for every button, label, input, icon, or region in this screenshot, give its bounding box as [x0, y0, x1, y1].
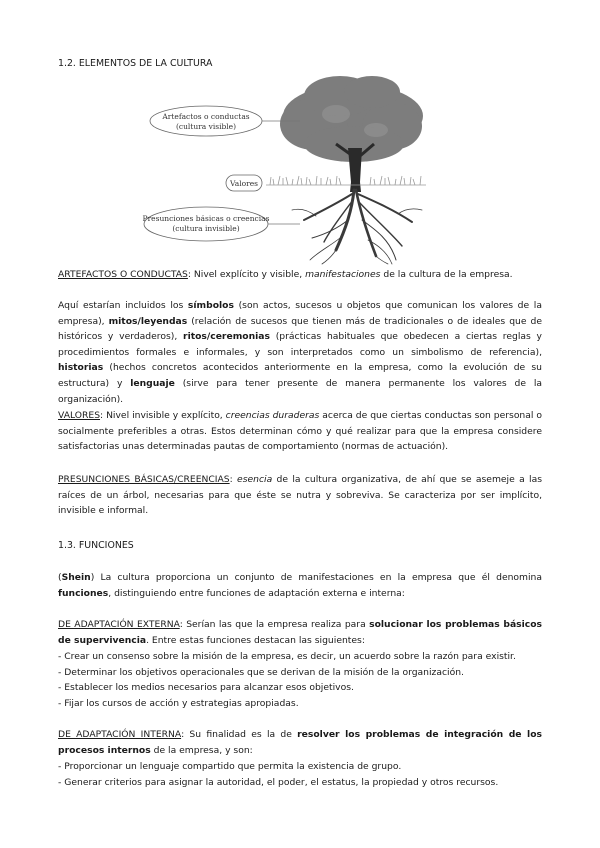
list-item: - Determinar los objetivos operacionales que se derivan de la misión de la organización. — [58, 666, 464, 678]
aqui-paragraph: Aquí estarían incluidos los símbolos (son actos, sucesos u objetos que comunican los valores de la empresa), mitos/leyendas (relación de sucesos que tienen más de tradicionales o de ideales que de históricos y verdaderos), ritos/ceremonias (prácticas habituales que obedecen a ciertas reglas y procedimientos formales e informales, y son interpretados como un simbolismo de referencia), historias (hechos concretos acontecidos anteriormente en la empresa, como la evolución de su estructura) y lenguaje (sirve para tener presente de manera permanente los valores de la organización). — [58, 300, 542, 405]
culture-tree-diagram — [140, 70, 450, 266]
interna-paragraph: DE ADAPTACIÓN INTERNA: Su finalidad es la de resolver los problemas de integración de los procesos internos de la empresa, y son: — [58, 729, 542, 756]
valores-term: VALORES — [58, 410, 101, 421]
section-title-funciones: 1.3. FUNCIONES — [58, 540, 134, 551]
externa-list — [58, 649, 542, 711]
valores-paragraph: VALORES: Nivel invisible y explícito, creencias duraderas acerca de que ciertas conductas son personal o socialmente preferibles a otras. Estos determinan cómo y qué realizar para que la empresa considere satisfactorias unas determinadas pautas de comportamiento (normas de actuación). — [58, 410, 542, 453]
presunciones-paragraph: PRESUNCIONES BÁSICAS/CREENCIAS: esencia de la cultura organizativa, de ahí que se asemeje a las raíces de un árbol, necesarias para que éste se nutra y sobreviva. Se caracteriza por ser implícito, invisible e informal. — [58, 474, 542, 517]
label-artefactos — [150, 106, 300, 136]
tree-roots — [292, 190, 422, 264]
section-title-elementos: 1.2. ELEMENTOS DE LA CULTURA — [58, 58, 213, 69]
label-artefactos-line1: Artefactos o conductas — [162, 112, 250, 121]
list-item: - Crear un consenso sobre la misión de la empresa, es decir, un acuerdo sobre la razón para existir. — [58, 651, 516, 662]
shein-paragraph: (Shein) La cultura proporciona un conjunto de manifestaciones en la empresa que él denomina funciones, distinguiendo entre funciones de adaptación externa e interna: — [58, 572, 542, 599]
interna-term: DE ADAPTACIÓN INTERNA — [58, 729, 182, 740]
list-item: - Generar criterios para asignar la autoridad, el poder, el estatus, la propiedad y otros recursos. — [58, 776, 499, 788]
label-artefactos-line2: (cultura visible) — [175, 122, 237, 131]
label-presunciones-line1: Presunciones básicas o creencias — [142, 214, 270, 223]
grass — [266, 176, 426, 185]
artefactos-paragraph: ARTEFACTOS O CONDUCTAS: Nivel explícito y visible, manifestaciones de la cultura de la empresa. — [58, 269, 513, 280]
externa-term: DE ADAPTACIÓN EXTERNA — [58, 619, 180, 630]
presunciones-term: PRESUNCIONES BÁSICAS/CREENCIAS — [58, 474, 230, 485]
label-presunciones-line2: (cultura invisible) — [172, 224, 240, 233]
list-item: - Fijar los cursos de acción y estrategias apropiadas. — [58, 697, 299, 709]
list-item: - Proporcionar un lenguaje compartido que permita la existencia de grupo. — [58, 761, 402, 772]
label-presunciones — [143, 207, 300, 241]
interna-list — [58, 759, 542, 790]
list-item: - Establecer los medios necesarios para alcanzar esos objetivos. — [58, 682, 354, 694]
label-valores-text: Valores — [230, 179, 258, 188]
externa-paragraph: DE ADAPTACIÓN EXTERNA: Serían las que la empresa realiza para solucionar los problemas básicos de supervivencia. Entre estas funciones destacan las siguientes: — [58, 619, 542, 646]
label-valores — [226, 175, 262, 191]
artefactos-term: ARTEFACTOS O CONDUCTAS — [58, 269, 188, 280]
